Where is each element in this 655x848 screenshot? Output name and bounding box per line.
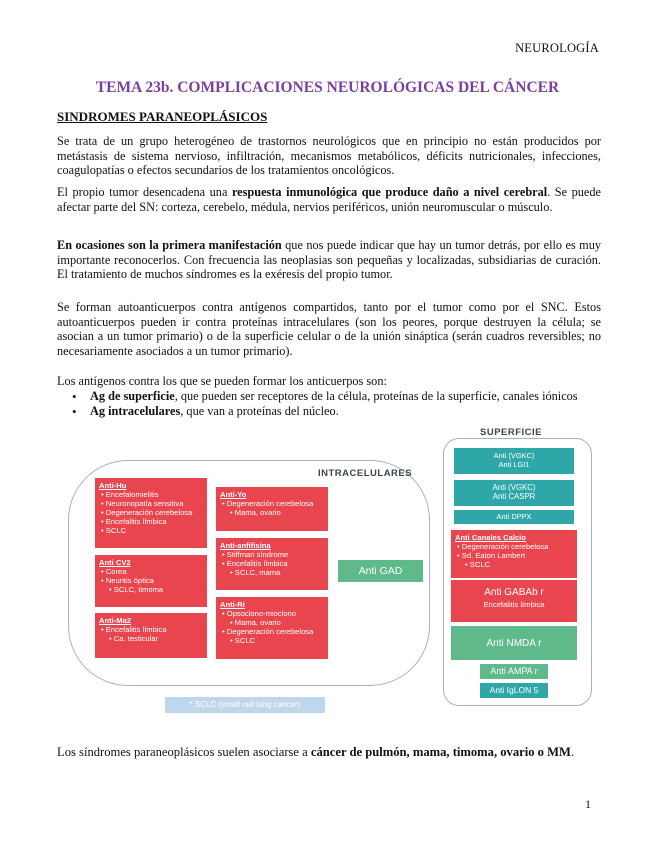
text-span: que nos puede indicar que hay un tumor detrás, por ello es muy importante reconocerlos. Con frecuencia las neoplasias son pequeñas y localizadas, subsidiarias de curación. El tratamiento de muchos síndromes es la exéresis del propio tumor. xyxy=(57,238,601,282)
list-item: • Degeneración cerebelosa xyxy=(101,508,193,517)
text-span: , que van a proteínas del núcleo. xyxy=(180,404,339,418)
text-span: . Se puede afectar parte del SN: corteza, cerebelo, médula, nervios periféricos, unión neuromuscular o músculo. xyxy=(57,185,601,214)
text-span: Los síndromes paraneoplásicos suelen asociarse a xyxy=(57,745,311,759)
box-title: Anti-Ma2 xyxy=(99,616,132,625)
antigen-list xyxy=(72,389,602,419)
list-item: • Mama, ovario xyxy=(230,508,281,517)
text-span: . xyxy=(570,745,575,759)
list-item: • Neuronopatía sensitiva xyxy=(101,499,184,508)
box-line: Anti LGI1 xyxy=(498,460,530,469)
list-item: • Neuritis óptica xyxy=(101,576,154,585)
list-item: • Encefalitis límbica xyxy=(101,625,167,634)
bold-span: Ag intracelulares xyxy=(90,404,181,418)
list-item: • Sd. Eaton Lambert xyxy=(457,551,526,560)
anti-caspr-box xyxy=(454,480,574,506)
page-title: TEMA 23b. COMPLICACIONES NEUROLÓGICAS DEL CÁNCER xyxy=(95,79,560,96)
bold-span: Ag de superficie xyxy=(90,389,175,403)
box-title: Anti-Hu xyxy=(99,481,127,490)
anti-gad-box: Anti GAD xyxy=(338,560,423,582)
anti-amphiphysin-box xyxy=(216,538,328,590)
anti-cv2-box xyxy=(95,555,207,607)
box-title: Anti CV2 xyxy=(99,558,131,567)
anti-dppx-box: Anti DPPX xyxy=(454,510,574,524)
list-item: • Stiffman síndrome xyxy=(222,550,289,559)
surface-label: SUPERFICIE xyxy=(480,427,543,438)
anti-ma2-box xyxy=(95,613,207,658)
paragraph-immune-response xyxy=(57,185,601,214)
box-title: Anti-Yo xyxy=(220,490,247,499)
paragraph-definition: Se trata de un grupo heterogéneo de trastornos neurológicos que en principio no están producidos por metástasis de sistema nervioso, infiltración, mecanismos metabólicos, déficits nutricionales, infecciones, coagulopatías o efectos secundarios de los tratamientos oncológicos. xyxy=(57,134,601,178)
list-item: • SCLC, mama xyxy=(230,568,281,577)
box-line: Anti (VGKC) xyxy=(493,451,535,460)
anti-yo-box xyxy=(216,487,328,531)
anti-lgi1-box xyxy=(454,448,574,474)
list-item: • Encefalitis límbica xyxy=(222,559,288,568)
list-item: • Ca. testicular xyxy=(109,634,159,643)
list-item: • SCLC xyxy=(101,526,127,535)
anti-iglon5-box: Anti IgLON 5 xyxy=(480,683,548,698)
box-title: Anti GABAb r xyxy=(484,587,544,598)
anti-nmda-box: Anti NMDA r xyxy=(451,626,577,660)
box-line: Anti CASPR xyxy=(492,492,536,501)
anti-ri-box xyxy=(216,597,328,659)
intracellular-label: INTRACELULARES xyxy=(318,468,413,479)
list-item xyxy=(72,404,602,419)
text-span: El propio tumor desencadena una xyxy=(57,185,232,199)
paragraph-autoantibodies: Se forman autoanticuerpos contra antígenos compartidos, tanto por el tumor como por el SNC. Estos autoanticuerpos pueden ir contra proteínas intracelulares (son los peores, porque destruyen la célula; se asocian a un tumor primario) o de la superficie celular o de la unión sináptica (serán cuadros reversibles; no necesariamente asociados a un tumor primario). xyxy=(57,300,601,358)
paragraph-first-manifestation xyxy=(57,238,601,282)
list-item: • Mama, ovario xyxy=(230,618,281,627)
bold-span: respuesta inmunológica que produce daño a nivel cerebral xyxy=(231,185,548,199)
anti-calcium-channel-box xyxy=(451,530,577,578)
list-item: • Degeneración cerebelosa xyxy=(457,542,549,551)
running-header: NEUROLOGÍA xyxy=(515,41,599,55)
section-heading: SINDROMES PARANEOPLÁSICOS xyxy=(57,109,268,124)
paragraph-antigens-intro: Los antígenos contra los que se pueden formar los anticuerpos son: xyxy=(57,374,387,388)
box-title: Anti-anfifisina xyxy=(220,541,271,550)
anti-gabab-box xyxy=(451,580,577,622)
page-number: 1 xyxy=(585,797,591,811)
list-item: • Opsoclono-mioclono xyxy=(222,609,297,618)
list-item: • Encefalomielitis xyxy=(101,490,159,499)
list-item: • SCLC xyxy=(230,636,256,645)
list-item: • Degeneración cerebelosa xyxy=(222,627,314,636)
sclc-footnote: * SCLC (small cell lung cancer) xyxy=(165,697,325,713)
paragraph-associated-cancers xyxy=(57,745,617,760)
anti-ampa-box: Anti AMPA r xyxy=(480,664,548,679)
list-item: • SCLC, timoma xyxy=(109,585,164,594)
list-item: • Corea xyxy=(101,567,127,576)
anti-hu-box xyxy=(95,478,207,548)
list-item: • SCLC xyxy=(465,560,491,569)
bold-span: En ocasiones son la primera manifestación xyxy=(57,238,282,252)
list-item: Encefalitis límbica xyxy=(483,600,545,609)
list-item xyxy=(72,389,602,404)
text-span: , que pueden ser receptores de la célula, proteínas de la superficie, canales iónicos xyxy=(174,389,578,403)
list-item: • Degeneración cerebelosa xyxy=(222,499,314,508)
list-item: • Encefalitis límbica xyxy=(101,517,167,526)
box-line: Anti (VGKC) xyxy=(492,483,536,492)
box-title: Anti-Ri xyxy=(220,600,245,609)
box-title: Anti Canales Calcio xyxy=(455,533,526,542)
bold-span: cáncer de pulmón, mama, timoma, ovario o MM xyxy=(310,745,571,759)
